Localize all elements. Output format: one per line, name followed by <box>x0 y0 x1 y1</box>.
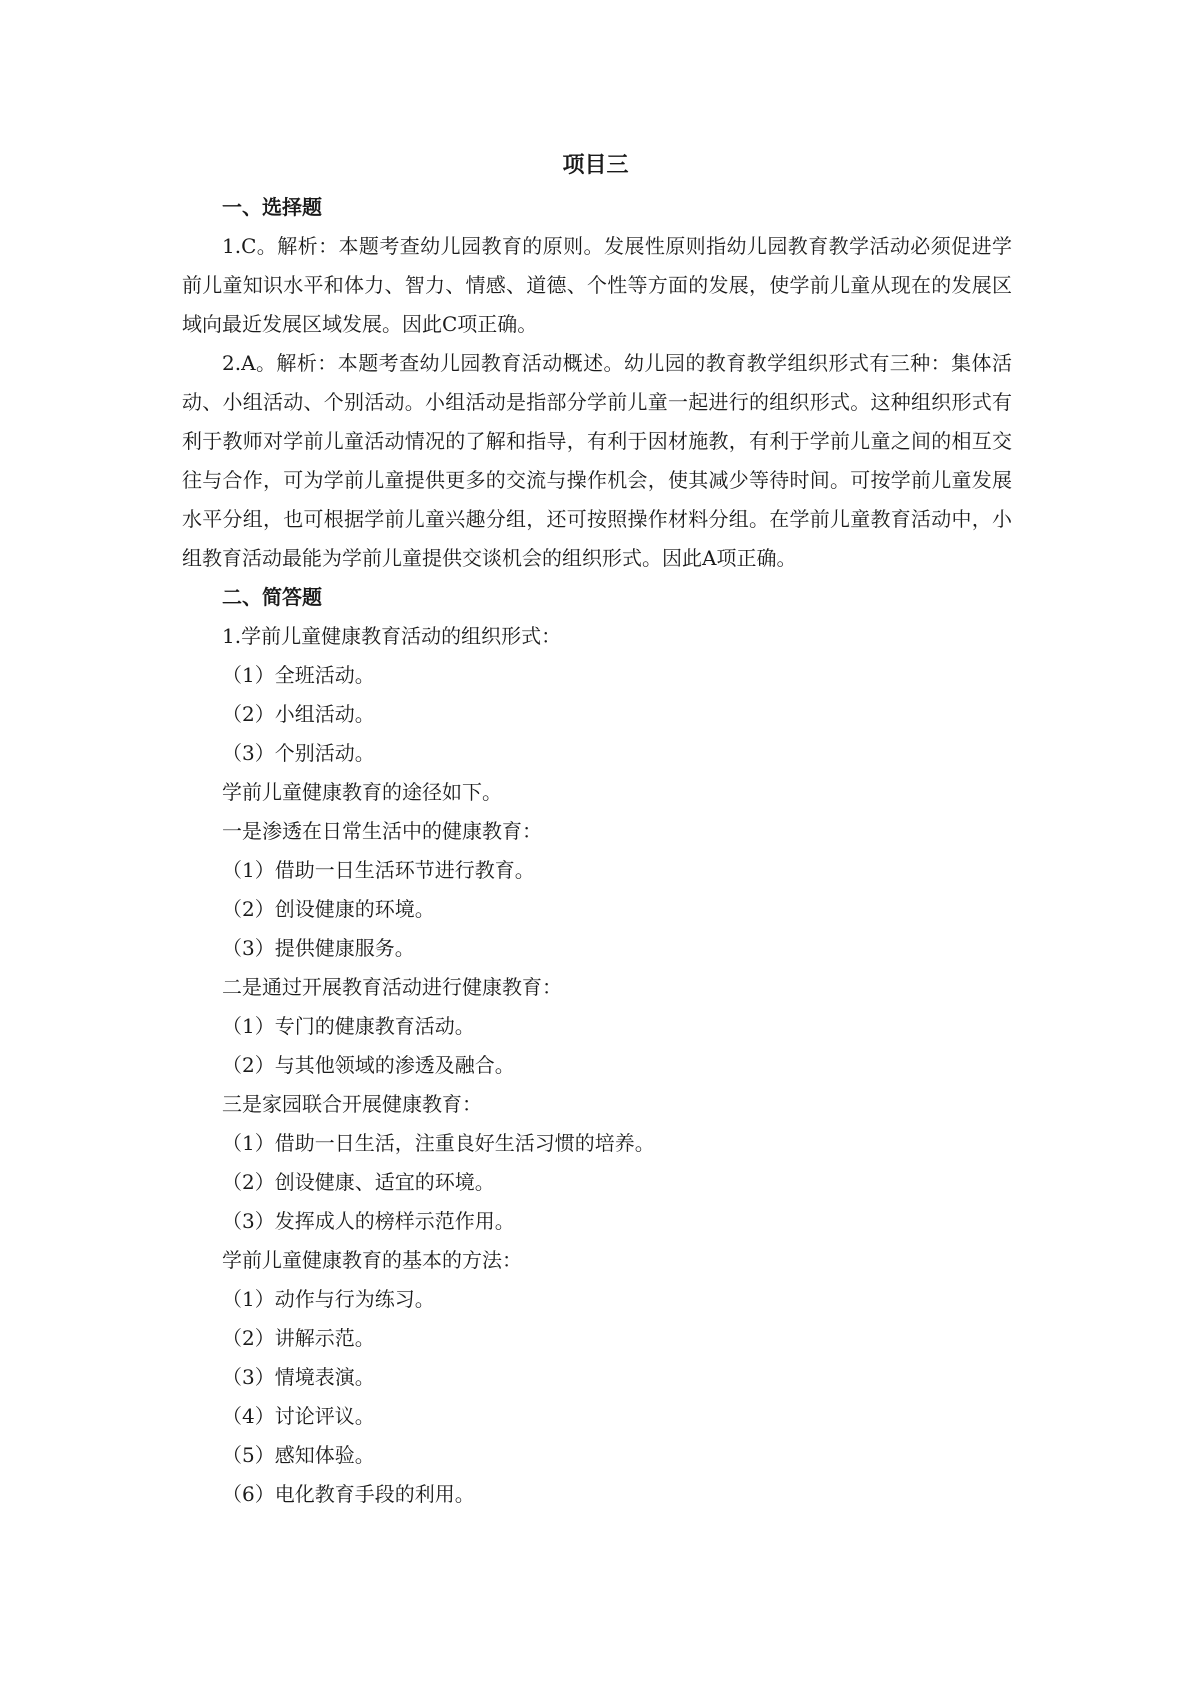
short-answer-list <box>182 617 1012 1514</box>
list-item: 1.学前儿童健康教育活动的组织形式： <box>222 624 562 648</box>
list-item: （1）专门的健康教育活动。 <box>222 1014 475 1038</box>
list-item: 二是通过开展教育活动进行健康教育： <box>222 975 562 999</box>
list-item: 学前儿童健康教育的途径如下。 <box>222 780 502 804</box>
section-heading-short-answer: 二、简答题 <box>222 585 322 609</box>
answer-paragraph-1: 1.C。解析：本题考查幼儿园教育的原则。发展性原则指幼儿园教育教学活动必须促进学前儿童知识水平和体力、智力、情感、道德、个性等方面的发展，使学前儿童从现在的发展区域向最近发展区域发展。因此C项正确。 <box>182 234 1012 336</box>
list-item: （2）与其他领域的渗透及融合。 <box>222 1053 515 1077</box>
list-item: （3）发挥成人的榜样示范作用。 <box>222 1209 515 1233</box>
list-item: （1）借助一日生活，注重良好生活习惯的培养。 <box>222 1131 655 1155</box>
page-title: 项目三 <box>562 153 629 178</box>
list-item: （1）借助一日生活环节进行教育。 <box>222 858 535 882</box>
list-item: 学前儿童健康教育的基本的方法： <box>222 1248 522 1272</box>
list-item: 一是渗透在日常生活中的健康教育： <box>222 819 542 843</box>
list-item: （4）讨论评议。 <box>222 1404 375 1428</box>
list-item: （3）个别活动。 <box>222 741 375 765</box>
answer-paragraph-2: 2.A。解析：本题考查幼儿园教育活动概述。幼儿园的教育教学组织形式有三种：集体活动、小组活动、个别活动。小组活动是指部分学前儿童一起进行的组织形式。这种组织形式有利于教师对学前儿童活动情况的了解和指导，有利于因材施教，有利于学前儿童之间的相互交往与合作，可为学前儿童提供更多的交流与操作机会，使其减少等待时间。可按学前儿童发展水平分组，也可根据学前儿童兴趣分组，还可按照操作材料分组。在学前儿童教育活动中，小组教育活动最能为学前儿童提供交谈机会的组织形式。因此A项正确。 <box>182 351 1012 570</box>
list-item: （6）电化教育手段的利用。 <box>222 1482 475 1506</box>
section-heading-choice: 一、选择题 <box>222 195 322 219</box>
list-item: （2）讲解示范。 <box>222 1326 375 1350</box>
list-item: （1）动作与行为练习。 <box>222 1287 435 1311</box>
document-body <box>182 188 1012 1514</box>
list-item: （2）创设健康的环境。 <box>222 897 435 921</box>
list-item: （2）小组活动。 <box>222 702 375 726</box>
list-item: （1）全班活动。 <box>222 663 375 687</box>
list-item: （2）创设健康、适宜的环境。 <box>222 1170 495 1194</box>
list-item: （3）情境表演。 <box>222 1365 375 1389</box>
list-item: 三是家园联合开展健康教育： <box>222 1092 482 1116</box>
list-item: （5）感知体验。 <box>222 1443 375 1467</box>
list-item: （3）提供健康服务。 <box>222 936 415 960</box>
